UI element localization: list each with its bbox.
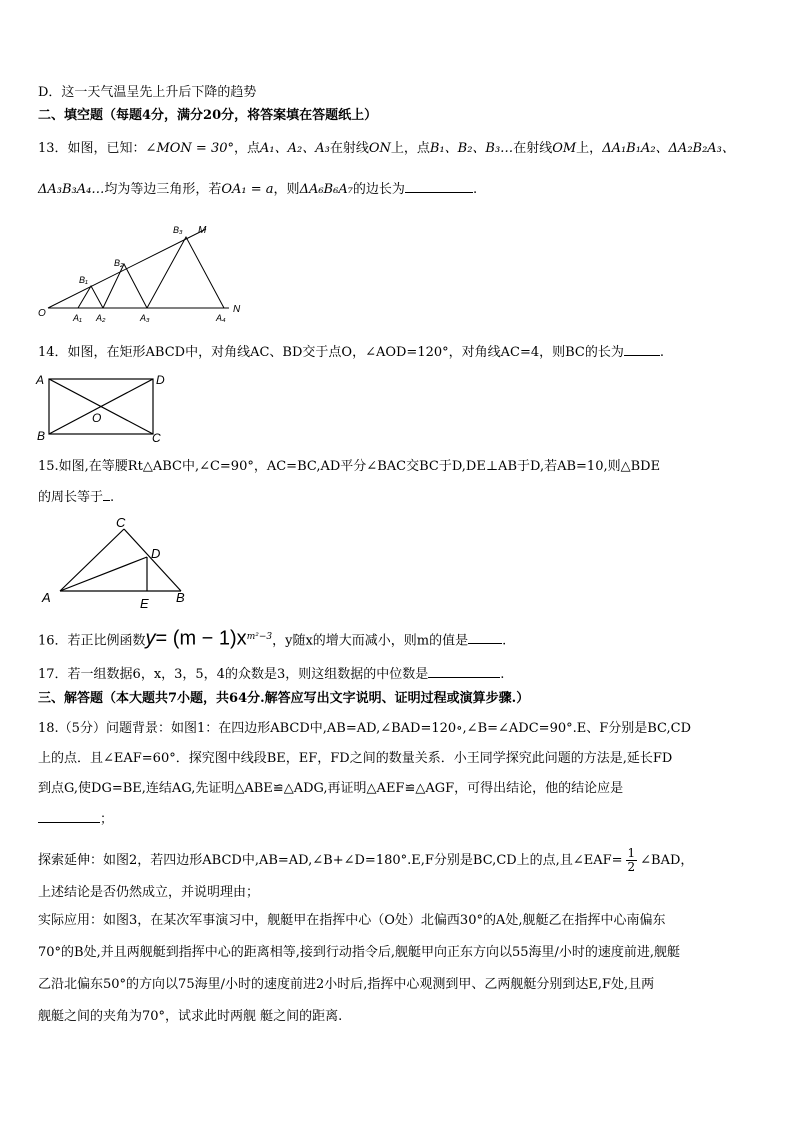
q18-line3: 到点G,使DG=BE,连结AG,先证明△ABE≌△ADG,再证明△AEF≌△AGF，可得出结论，他的结论应是 <box>38 781 624 796</box>
fig14-label-c: C <box>152 431 161 445</box>
fig14-label-o: O <box>92 411 102 425</box>
q15-answer-blank[interactable] <box>103 488 110 501</box>
q13-oa: OA₁ = a <box>221 182 274 197</box>
fig13-label-b2: B₂ <box>114 258 124 268</box>
q18-line7: 实际应用：如图3，在某次军事演习中，舰艇甲在指挥中心（O处）北偏西30°的A处,舰艇乙在指挥中心南偏东 <box>38 913 666 928</box>
q18-line5-text: 探索延伸：如图2，若四边形ABCD中,AB=AD,∠B+∠D=180°.E,F分别是BC,CD上的点,且∠EAF= <box>38 853 623 868</box>
q15-end: . <box>110 490 115 505</box>
q18-line5-end: ∠BAD， <box>640 853 694 868</box>
q13-triangle-6: ΔA₆B₆A₇ <box>299 182 353 197</box>
q13-text3: 在射线 <box>329 141 369 156</box>
section-2-heading: 二、填空题（每题4分，满分20分，将答案填在答题纸上） <box>38 108 378 123</box>
q13-ray-om: OM <box>552 141 577 156</box>
q13-text9: 的边长为 <box>352 182 405 197</box>
q18-line10: 舰艇之间的夹角为70°，试求此时两舰 艇之间的距离. <box>38 1009 343 1024</box>
fig13-label-n: N <box>233 304 241 315</box>
q16-function-rhs: = (m − 1)x <box>155 627 247 650</box>
q13-text8: ，则 <box>273 182 300 197</box>
fig13-label-o: O <box>38 308 46 319</box>
q13-text5: 在射线 <box>513 141 553 156</box>
q13-b-points: B₁、B₂、B₃… <box>429 141 514 156</box>
q13-a-points: A₁、A₂、A₃ <box>260 141 330 156</box>
q16-function-y: y <box>145 627 156 650</box>
q16-line <box>38 628 506 650</box>
q15-line1: 15.如图,在等腰Rt△ABC中,∠C=90°，AC=BC,AD平分∠BAC交BC于D,DE⊥AB于D,若AB=10,则△BDE <box>38 459 661 474</box>
q15-text: 的周长等于 <box>38 490 104 505</box>
fig13-label-a4: A₄ <box>216 313 226 323</box>
q18-line2: 上的点．且∠EAF=60°．探究图中线段BE，EF，FD之间的数量关系．小王同学探究此问题的方法是,延长FD <box>38 751 673 766</box>
q13-triangles-2: ΔA₃B₃A₄… <box>38 182 105 197</box>
q18-line5 <box>38 847 693 874</box>
fig15-label-c: C <box>116 515 126 530</box>
fig15-label-b: B <box>176 590 185 605</box>
q17-end: . <box>500 667 505 682</box>
fig14-label-b: B <box>37 429 46 443</box>
q16-text: 16．若正比例函数 <box>38 633 146 649</box>
q14-end: . <box>659 345 665 360</box>
fig13-label-a2: A₂ <box>96 313 106 323</box>
q14-figure <box>34 370 174 450</box>
q13-triangles-1: ΔA₁B₁A₂、ΔA₂B₂A₃、 <box>602 141 735 156</box>
q14-text: 14．如图，在矩形ABCD中，对角线AC、BD交于点O，∠AOD=120°，对角线AC=4，则BC的长为 <box>38 345 624 360</box>
q13-text2: ，点 <box>233 141 260 156</box>
fraction-numerator: 1 <box>627 846 636 860</box>
fig13-label-b1: B₁ <box>79 275 88 285</box>
q18-line4-end: ； <box>100 812 114 827</box>
q14-line <box>38 343 664 362</box>
q13-line2 <box>38 180 477 199</box>
q17-answer-blank[interactable] <box>428 665 500 678</box>
q13-text: 13．如图，已知： <box>38 141 146 156</box>
q16-answer-blank[interactable] <box>468 631 502 644</box>
fig13-label-a1: A₁ <box>73 313 82 323</box>
q13-ray-on: ON <box>368 141 391 156</box>
fig15-label-d: D <box>151 546 161 561</box>
option-d: D．这一天气温呈先上升后下降的趋势 <box>38 85 257 100</box>
q13-text7: 均为等边三角形，若 <box>104 182 222 197</box>
q18-line1: 18.（5分）问题背景：如图1：在四边形ABCD中,AB=AD,∠BAD=120∘,∠B=∠ADC=90°.E、F分别是BC,CD <box>38 721 692 736</box>
q18-fraction-half <box>626 847 638 874</box>
fig14-label-a: A <box>36 373 45 387</box>
fig13-label-m: M <box>198 225 207 236</box>
section-3-heading: 三、解答题（本大题共7小题，共64分.解答应写出文字说明、证明过程或演算步骤.） <box>38 691 530 706</box>
q18-answer-blank[interactable] <box>38 810 100 823</box>
q16-exponent: m²−3 <box>246 632 273 642</box>
q13-line1 <box>38 140 735 158</box>
fig13-label-b3: B₃ <box>173 225 183 235</box>
q13-angle: ∠MON = 30° <box>145 141 234 156</box>
q13-text6: 上， <box>576 141 603 156</box>
q14-answer-blank[interactable] <box>624 343 660 356</box>
q13-end: . <box>472 182 478 197</box>
q15-line2 <box>38 488 114 507</box>
fraction-denominator: 2 <box>627 860 636 874</box>
fig14-label-d: D <box>156 373 165 387</box>
fig13-label-a3: A₃ <box>140 313 150 323</box>
q13-answer-blank[interactable] <box>405 180 473 193</box>
q18-line8: 70°的B处,并且两舰艇到指挥中心的距离相等,接到行动指令后,舰艇甲向正东方向以55海里/小时的速度前进,舰艇 <box>38 945 681 960</box>
q16-text2: ，y随x的增大而减小，则m的值是 <box>272 633 469 649</box>
q15-figure <box>38 515 198 610</box>
q18-line6: 上述结论是否仍然成立，并说明理由； <box>38 885 260 900</box>
fig15-label-e: E <box>140 596 149 610</box>
q18-line4 <box>38 810 113 829</box>
q13-text4: 上，点 <box>390 141 430 156</box>
q17-line <box>38 665 504 684</box>
q18-line9: 乙沿北偏东50°的方向以75海里/小时的速度前进2小时后,指挥中心观测到甲、乙两舰艇分别到达E,F处,且两 <box>38 977 655 992</box>
q17-text: 17．若一组数据6，x，3，5，4的众数是3，则这组数据的中位数是 <box>38 667 429 682</box>
fig15-label-a: A <box>42 590 51 605</box>
q13-figure <box>36 220 266 330</box>
q16-end: . <box>502 633 507 649</box>
